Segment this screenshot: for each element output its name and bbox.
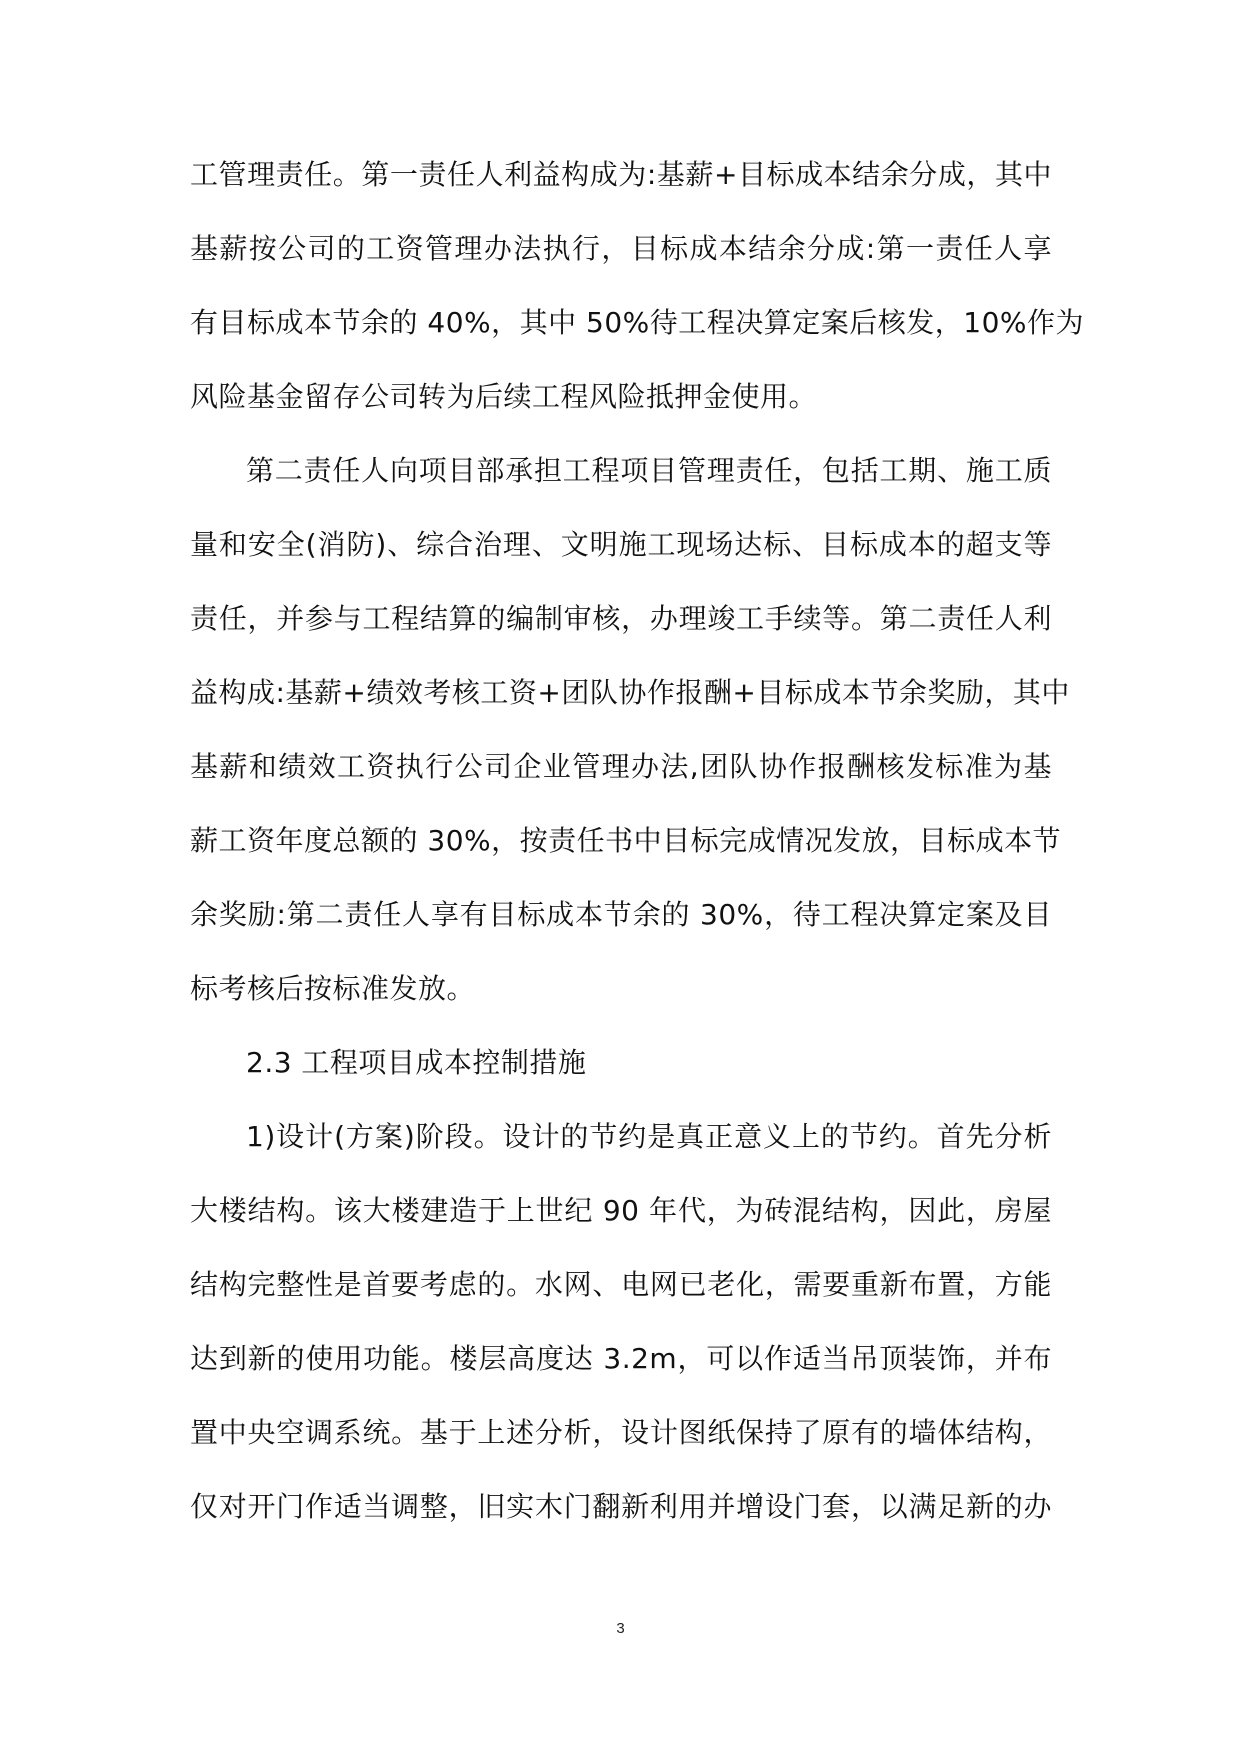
paragraph-line: 风险基金留存公司转为后续工程风险抵押金使用。 [190,380,818,413]
paragraph-line: 责任，并参与工程结算的编制审核，办理竣工手续等。第二责任人利 [190,602,1052,635]
paragraph-line: 大楼结构。该大楼建造于上世纪 90 年代，为砖混结构，因此，房屋 [190,1194,1052,1227]
body-text [190,138,1085,1544]
paragraph-line: 置中央空调系统。基于上述分析，设计图纸保持了原有的墙体结构， [190,1416,1052,1449]
paragraph-line: 余奖励:第二责任人享有目标成本节余的 30%，待工程决算定案及目 [190,898,1052,931]
paragraph-line: 基薪按公司的工资管理办法执行，目标成本结余分成:第一责任人享 [190,232,1052,265]
paragraph-line: 仅对开门作适当调整，旧实木门翻新利用并增设门套，以满足新的办 [190,1490,1052,1523]
paragraph-line: 量和安全(消防)、综合治理、文明施工现场达标、目标成本的超支等 [190,528,1052,561]
section-heading: 2.3 工程项目成本控制措施 [246,1046,587,1079]
paragraph-line: 第二责任人向项目部承担工程项目管理责任，包括工期、施工质 [246,454,1052,487]
paragraph-line: 薪工资年度总额的 30%，按责任书中目标完成情况发放，目标成本节 [190,824,1062,857]
paragraph-line: 达到新的使用功能。楼层高度达 3.2m，可以作适当吊顶装饰，并布 [190,1342,1052,1375]
paragraph-line: 工管理责任。第一责任人利益构成为:基薪+目标成本结余分成，其中 [190,158,1052,191]
paragraph-line: 基薪和绩效工资执行公司企业管理办法,团队协作报酬核发标准为基 [190,750,1052,783]
paragraph-line: 1)设计(方案)阶段。设计的节约是真正意义上的节约。首先分析 [246,1120,1052,1153]
paragraph-line: 有目标成本节余的 40%，其中 50%待工程决算定案后核发，10%作为 [190,306,1085,339]
page-number: 3 [616,1620,625,1637]
paragraph-line: 标考核后按标准发放。 [190,972,476,1005]
paragraph-line: 结构完整性是首要考虑的。水网、电网已老化，需要重新布置，方能 [190,1268,1052,1301]
paragraph-line: 益构成:基薪+绩效考核工资+团队协作报酬+目标成本节余奖励，其中 [190,676,1070,709]
